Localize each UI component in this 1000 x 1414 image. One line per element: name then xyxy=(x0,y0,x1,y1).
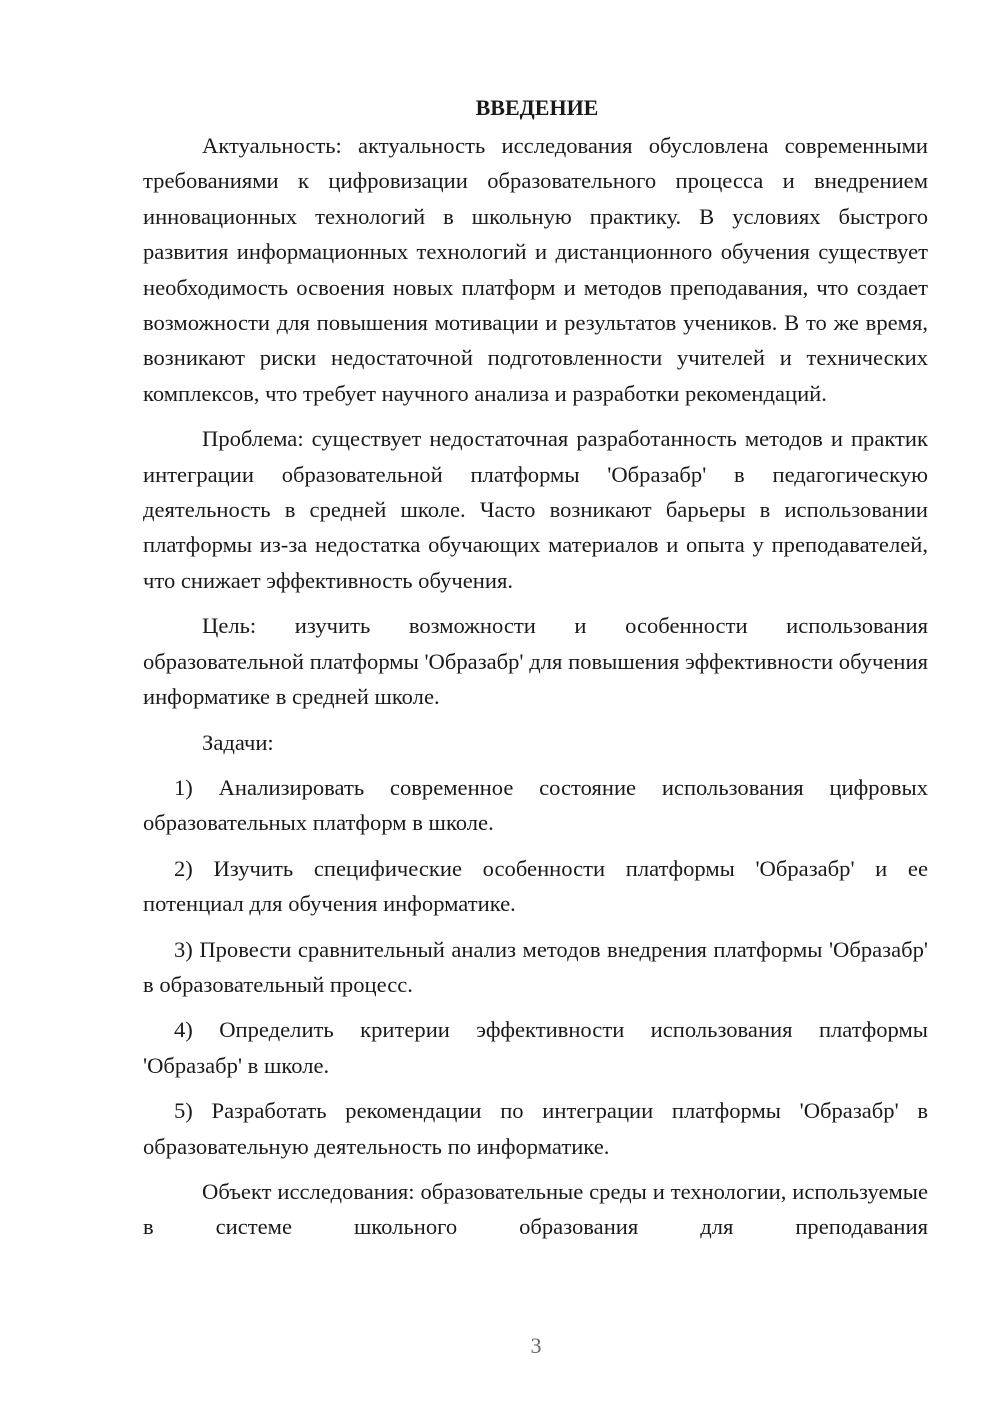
paragraph-relevance: Актуальность: актуальность исследования обусловлена современными требованиями к цифровизации образовательного процесса и внедрением инновационных технологий в школьную практику. В условиях быстрого развития информационных технологий и дистанционного обучения существует необходимость освоения новых платформ и методов преподавания, что создает возможности для повышения мотивации и результатов учеников. В то же время, возникают риски недостаточной подготовленности учителей и технических комплексов, что требует научного анализа и разработки рекомендаций. xyxy=(143,133,928,406)
task-item-5: 5) Разработать рекомендации по интеграции платформы 'Образабр' в образовательную деятельность по информатике. xyxy=(143,1098,928,1159)
paragraph-goal: Цель: изучить возможности и особенности использования образовательной платформы 'Образабр' для повышения эффективности обучения информатике в средней школе. xyxy=(143,613,928,710)
task-item-1: 1) Анализировать современное состояние использования цифровых образовательных платформ в школе. xyxy=(143,774,928,836)
task-item-2: 2) Изучить специфические особенности платформы 'Образабр' и ее потенциал для обучения информатике. xyxy=(143,855,928,917)
task-item-3: 3) Провести сравнительный анализ методов внедрения платформы 'Образабр' в образовательный процесс. xyxy=(143,936,928,997)
paragraph-problem: Проблема: существует недостаточная разработанность методов и практик интеграции образовательной платформы 'Образабр' в педагогическую деятельность в средней школе. Часто возникают барьеры в использовании платформы из-за недостатка обучающих материалов и опыта у преподавателей, что снижает эффективность обучения. xyxy=(143,426,928,593)
document-page xyxy=(143,90,928,1255)
tasks-label: Задачи: xyxy=(202,729,274,755)
paragraph-object: Объект исследования: образовательные среды и технологии, используемые в системе школьного образования для преподавания xyxy=(143,1178,928,1240)
task-item-4: 4) Определить критерии эффективности использования платформы 'Образабр' в школе. xyxy=(143,1017,928,1078)
page-number: 3 xyxy=(530,1333,542,1358)
section-heading: ВВЕДЕНИЕ xyxy=(475,95,599,120)
